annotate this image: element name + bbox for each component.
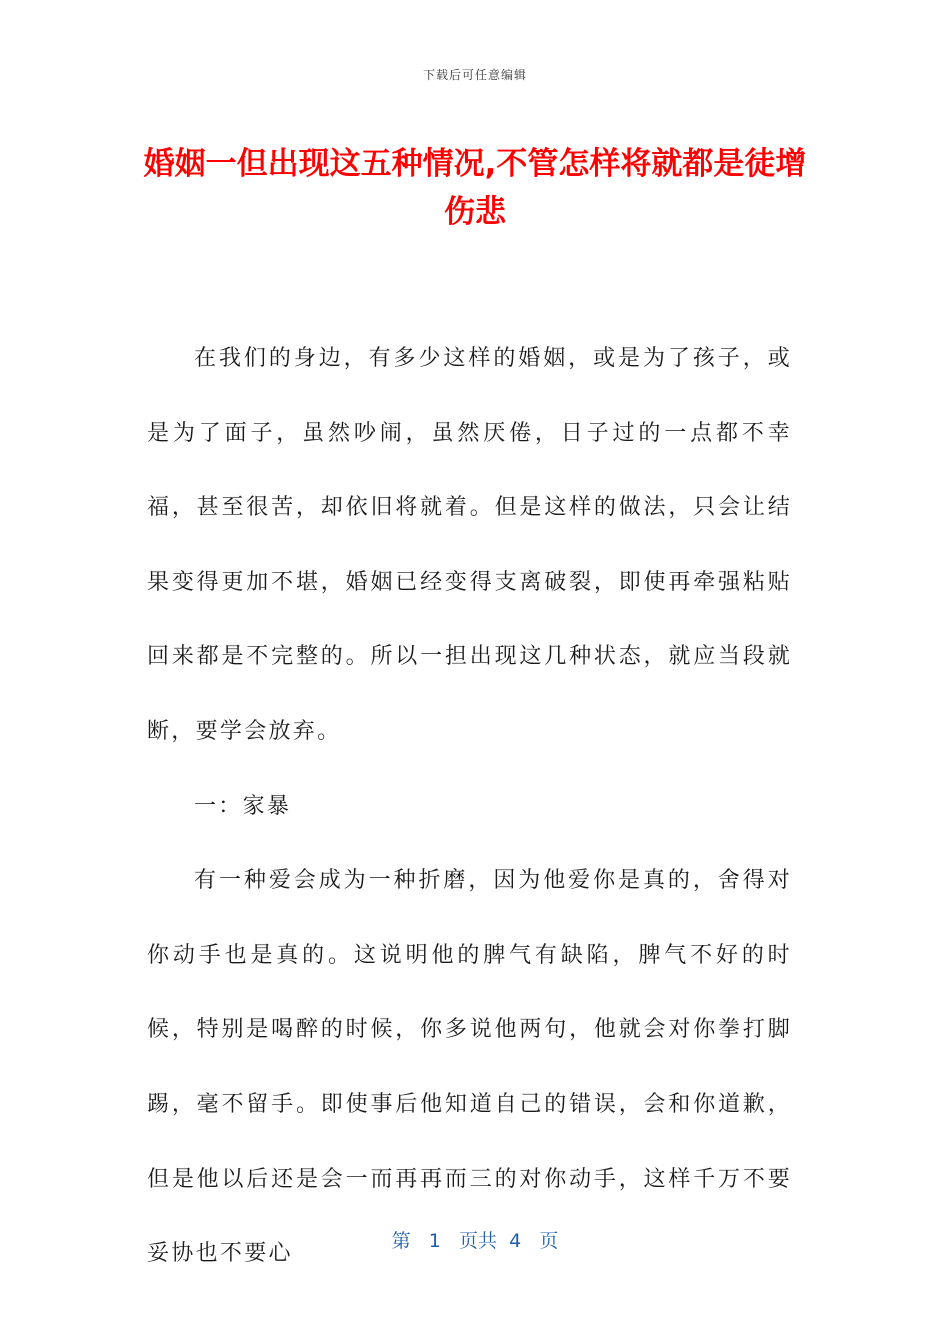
- header-note: 下载后可任意编辑: [422, 68, 527, 82]
- footer-total-pages: 4: [509, 1230, 522, 1252]
- document-title: 婚姻一但出现这五种情况,不管怎样将就都是徒增伤悲: [143, 146, 807, 230]
- page-footer: [0, 1226, 950, 1253]
- footer-page-suffix: 页: [539, 1230, 559, 1252]
- paragraph-intro: 在我们的身边，有多少这样的婚姻，或是为了孩子，或是为了面子，虽然吵闹，虽然厌倦，日子过的一点都不幸福，甚至很苦，却依旧将就着。但是这样的做法，只会让结果变得更加不堪，婚姻已经变得支离破裂，即使再牵强粘贴回来都是不完整的。所以一担出现这几种状态，就应当段就断，要学会放弃。: [147, 346, 792, 744]
- paragraph-domestic-violence: 有一种爱会成为一种折磨，因为他爱你是真的，舍得对你动手也是真的。这说明他的脾气有缺陷，脾气不好的时候，特别是喝醉的时候，你多说他两句，他就会对你拳打脚踢，毫不留手。即使事后他知道自己的错误，会和你道歉，但是他以后还是会一而再再而三的对你动手，这样千万不要妥协也不要心: [147, 868, 792, 1267]
- footer-current-page: 1: [428, 1230, 441, 1252]
- footer-total-label: 页共: [459, 1230, 498, 1252]
- footer-page-label: 第: [391, 1230, 411, 1252]
- document-body: [147, 322, 792, 1292]
- section-heading-domestic-violence: 一：家暴: [194, 793, 292, 819]
